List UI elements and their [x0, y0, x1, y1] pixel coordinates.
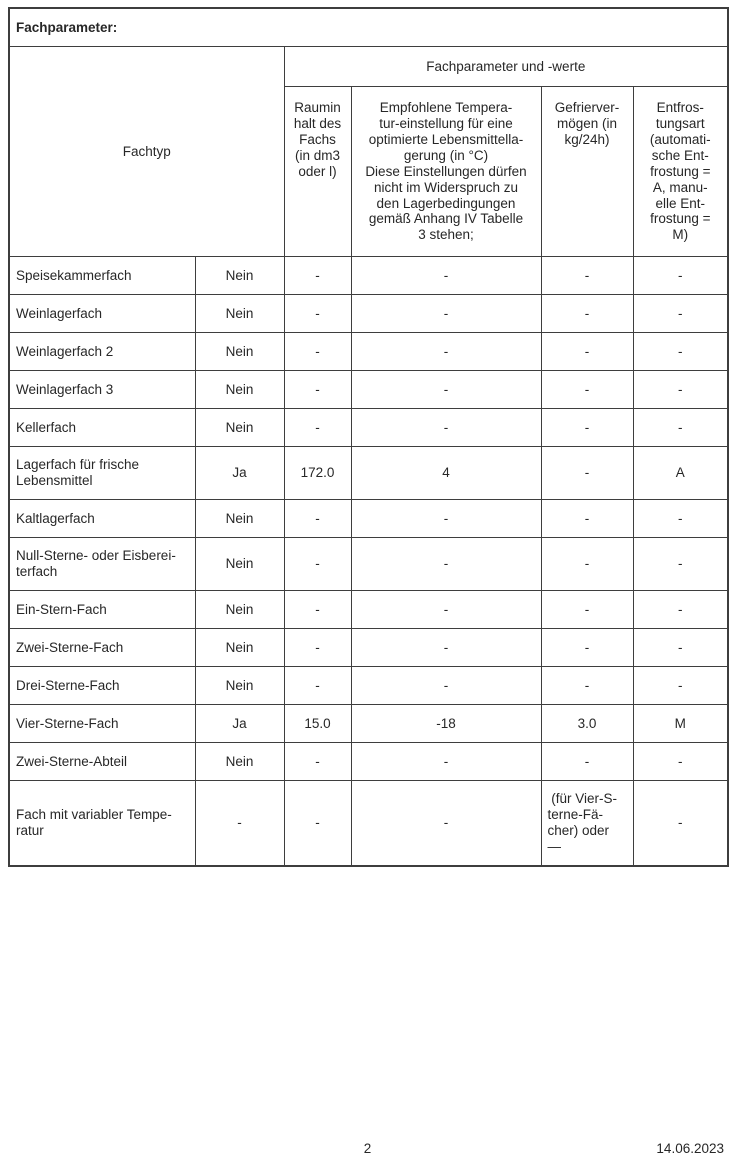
- temp-value-cell: -18: [351, 704, 541, 742]
- column-header-entfrostungsart: Entfros- tungsart (automati- sche Ent- frostung = A, manu- elle Ent- frostung = M): [633, 87, 728, 257]
- table-row: [9, 409, 728, 447]
- table-row: [9, 666, 728, 704]
- volume-value-cell: -: [284, 333, 351, 371]
- defrost-value-cell: -: [633, 257, 728, 295]
- table-row: [9, 371, 728, 409]
- freeze-value-cell: -: [541, 333, 633, 371]
- defrost-value-cell: -: [633, 780, 728, 865]
- fachtyp-name-cell: Kellerfach: [9, 409, 195, 447]
- fachtyp-name-cell: Weinlagerfach 3: [9, 371, 195, 409]
- freeze-value-cell: -: [541, 447, 633, 500]
- present-value-cell: Nein: [195, 538, 284, 591]
- fachtyp-name-cell: Zwei-Sterne-Abteil: [9, 742, 195, 780]
- volume-value-cell: -: [284, 590, 351, 628]
- volume-value-cell: -: [284, 628, 351, 666]
- column-group-header: Fachparameter und -werte: [284, 47, 728, 87]
- column-header-fachtyp: Fachtyp: [9, 47, 284, 257]
- table-title: Fachparameter:: [9, 8, 728, 47]
- present-value-cell: Nein: [195, 333, 284, 371]
- temp-value-cell: -: [351, 295, 541, 333]
- present-value-cell: Nein: [195, 295, 284, 333]
- defrost-value-cell: -: [633, 371, 728, 409]
- present-value-cell: Nein: [195, 628, 284, 666]
- volume-value-cell: 172.0: [284, 447, 351, 500]
- volume-value-cell: -: [284, 409, 351, 447]
- volume-value-cell: -: [284, 295, 351, 333]
- fachtyp-name-cell: Drei-Sterne-Fach: [9, 666, 195, 704]
- fachtyp-name-cell: Ein-Stern-Fach: [9, 590, 195, 628]
- table-row: [9, 704, 728, 742]
- temp-value-cell: -: [351, 371, 541, 409]
- table-row: [9, 628, 728, 666]
- present-value-cell: Nein: [195, 409, 284, 447]
- defrost-value-cell: -: [633, 742, 728, 780]
- temp-value-cell: -: [351, 628, 541, 666]
- freeze-value-cell: -: [541, 371, 633, 409]
- temp-value-cell: -: [351, 409, 541, 447]
- freeze-value-cell: -: [541, 742, 633, 780]
- freeze-value-cell: -: [541, 590, 633, 628]
- defrost-value-cell: -: [633, 666, 728, 704]
- volume-value-cell: -: [284, 780, 351, 865]
- defrost-value-cell: M: [633, 704, 728, 742]
- volume-value-cell: -: [284, 500, 351, 538]
- defrost-value-cell: -: [633, 628, 728, 666]
- table-body: [9, 257, 728, 866]
- table-row: [9, 590, 728, 628]
- temp-value-cell: -: [351, 742, 541, 780]
- table-row: [9, 295, 728, 333]
- present-value-cell: Nein: [195, 742, 284, 780]
- freeze-value-cell: (für Vier-S- terne-Fä- cher) oder —: [541, 780, 633, 865]
- temp-value-cell: -: [351, 500, 541, 538]
- defrost-value-cell: -: [633, 500, 728, 538]
- present-value-cell: -: [195, 780, 284, 865]
- freeze-value-cell: 3.0: [541, 704, 633, 742]
- present-value-cell: Nein: [195, 371, 284, 409]
- table-row: [9, 500, 728, 538]
- fachtyp-name-cell: Zwei-Sterne-Fach: [9, 628, 195, 666]
- temp-value-cell: -: [351, 257, 541, 295]
- fachtyp-name-cell: Vier-Sterne-Fach: [9, 704, 195, 742]
- volume-value-cell: -: [284, 666, 351, 704]
- temp-value-cell: -: [351, 333, 541, 371]
- fachtyp-name-cell: Speisekammerfach: [9, 257, 195, 295]
- fachtyp-name-cell: Weinlagerfach: [9, 295, 195, 333]
- temp-value-cell: -: [351, 666, 541, 704]
- temp-value-cell: -: [351, 590, 541, 628]
- freeze-value-cell: -: [541, 409, 633, 447]
- defrost-value-cell: -: [633, 409, 728, 447]
- column-header-temperatur: Empfohlene Tempera- tur-einstellung für eine optimierte Lebensmittella- gerung (in °C) Diese Einstellungen dürfen nicht im Widerspruch zu den Lagerbedingungen gemäß Anhang IV Tabelle 3 stehen;: [351, 87, 541, 257]
- fachtyp-name-cell: Lagerfach für frische Lebensmittel: [9, 447, 195, 500]
- table-row: [9, 742, 728, 780]
- freeze-value-cell: -: [541, 295, 633, 333]
- temp-value-cell: -: [351, 780, 541, 865]
- volume-value-cell: 15.0: [284, 704, 351, 742]
- freeze-value-cell: -: [541, 666, 633, 704]
- freeze-value-cell: -: [541, 500, 633, 538]
- defrost-value-cell: A: [633, 447, 728, 500]
- present-value-cell: Nein: [195, 666, 284, 704]
- group-header-row: [9, 47, 728, 87]
- volume-value-cell: -: [284, 538, 351, 591]
- defrost-value-cell: -: [633, 538, 728, 591]
- present-value-cell: Nein: [195, 500, 284, 538]
- fachparameter-table: [8, 7, 729, 867]
- present-value-cell: Nein: [195, 257, 284, 295]
- table-title-row: [9, 8, 728, 47]
- fachtyp-name-cell: Kaltlagerfach: [9, 500, 195, 538]
- table-row: [9, 538, 728, 591]
- freeze-value-cell: -: [541, 538, 633, 591]
- volume-value-cell: -: [284, 257, 351, 295]
- freeze-value-cell: -: [541, 257, 633, 295]
- volume-value-cell: -: [284, 742, 351, 780]
- table-row: [9, 333, 728, 371]
- page-footer: [8, 1141, 727, 1156]
- table-row: [9, 780, 728, 865]
- volume-value-cell: -: [284, 371, 351, 409]
- temp-value-cell: -: [351, 538, 541, 591]
- present-value-cell: Ja: [195, 447, 284, 500]
- page-number: 2: [363, 1141, 372, 1156]
- column-header-gefriervermoegen: Gefrierver- mögen (in kg/24h): [541, 87, 633, 257]
- table-row: [9, 447, 728, 500]
- defrost-value-cell: -: [633, 295, 728, 333]
- fachtyp-name-cell: Fach mit variabler Tempe- ratur: [9, 780, 195, 865]
- defrost-value-cell: -: [633, 333, 728, 371]
- footer-date: 14.06.2023: [656, 1141, 724, 1156]
- present-value-cell: Nein: [195, 590, 284, 628]
- fachtyp-name-cell: Null-Sterne- oder Eisberei- terfach: [9, 538, 195, 591]
- present-value-cell: Ja: [195, 704, 284, 742]
- freeze-value-cell: -: [541, 628, 633, 666]
- fachtyp-name-cell: Weinlagerfach 2: [9, 333, 195, 371]
- column-header-rauminhalt: Raumin halt des Fachs (in dm3 oder l): [284, 87, 351, 257]
- temp-value-cell: 4: [351, 447, 541, 500]
- table-row: [9, 257, 728, 295]
- defrost-value-cell: -: [633, 590, 728, 628]
